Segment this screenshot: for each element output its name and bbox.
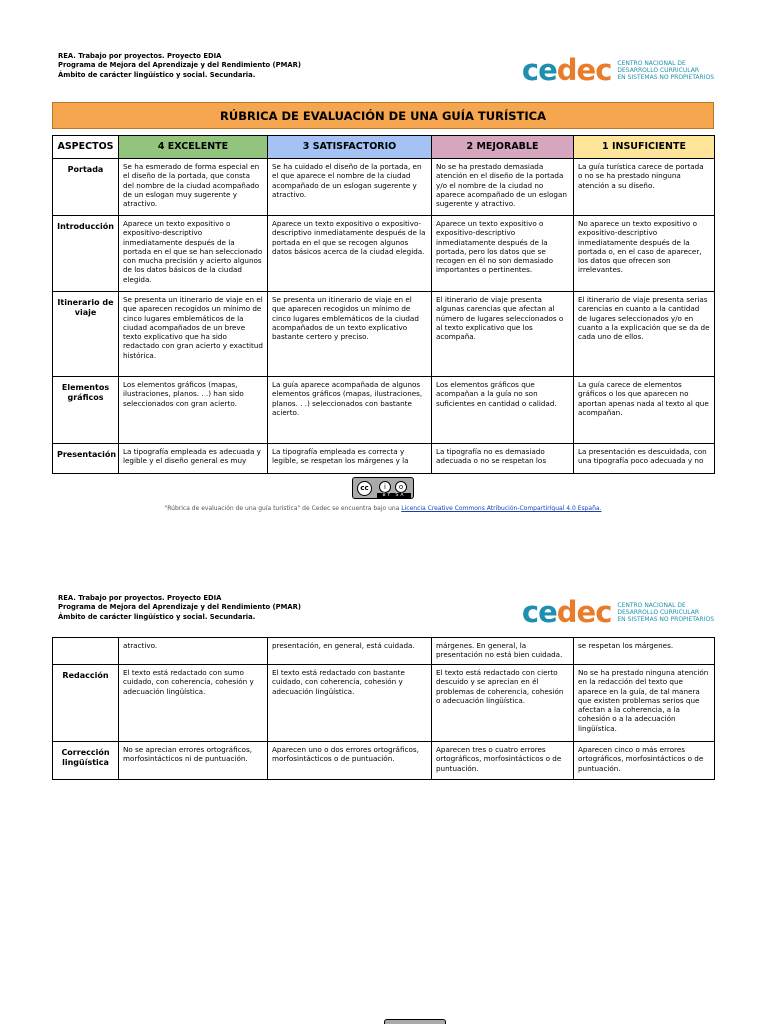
cell-mejorable: La tipografía no es demasiado adecuada o no se respetan los: [432, 444, 574, 474]
cell-satisfactorio: presentación, en general, está cuidada.: [268, 638, 432, 665]
table-row: [53, 742, 715, 780]
cell-insuficiente: No aparece un texto expositivo o expositivo-descriptivo inmediatamente después de la portada o, en el caso de aparecer, los datos que ofrecen son irrelevantes.: [574, 216, 715, 292]
header-text: [58, 52, 301, 80]
cell-satisfactorio: Aparece un texto expositivo o expositivo-descriptivo inmediatamente después de la portada en el que se recogen algunos datos básicos acerca de la ciudad elegida.: [268, 216, 432, 292]
rubric-title: RÚBRICA DE EVALUACIÓN DE UNA GUÍA TURÍSTICA: [52, 102, 714, 129]
logo-sub-1: CENTRO NACIONAL DE: [617, 601, 686, 609]
cell-mejorable: Los elementos gráficos que acompañan a la guía no son suficientes en cantidad o calidad.: [432, 377, 574, 444]
cell-insuficiente: se respetan los márgenes.: [574, 638, 715, 665]
cell-satisfactorio: El texto está redactado con bastante cuidado, con coherencia, cohesión y adecuación lingüística.: [268, 665, 432, 742]
cell-insuficiente: No se ha prestado ninguna atención en la redacción del texto que aparece en la guía, de tal manera que existen problemas serios que afectan a la coherencia, a la cohesión o a la adecuación lingüística.: [574, 665, 715, 742]
header-line-3: Ámbito de carácter lingüístico y social. Secundaria.: [58, 612, 256, 621]
page-2-header: [58, 594, 714, 638]
cell-insuficiente: La guía carece de elementos gráficos o los que aparecen no aportan apenas nada al texto al que acompañan.: [574, 377, 715, 444]
cell-excelente: La tipografía empleada es adecuada y legible y el diseño general es muy: [119, 444, 268, 474]
cc-license-badge[interactable]: [352, 477, 414, 499]
aspect-presentacion: Presentación: [53, 444, 119, 474]
cedec-logo: [522, 52, 714, 88]
cell-insuficiente: El itinerario de viaje presenta serias carencias en cuanto a la cantidad de lugares seleccionados y/o en cuanto a la explicación que se da de cada uno de ellos.: [574, 292, 715, 377]
cell-insuficiente: La guía turística carece de portada o no se ha prestado ninguna atención a su diseño.: [574, 159, 715, 216]
table-header-row: [53, 136, 715, 159]
header-line-1: REA. Trabajo por proyectos. Proyecto EDIA: [58, 52, 222, 60]
aspect-presentacion-cont: [53, 638, 119, 665]
header-aspectos: ASPECTOS: [53, 136, 119, 159]
cell-excelente: Se presenta un itinerario de viaje en el que aparecen recogidos un mínimo de cinco lugares emblemáticos de la ciudad acompañados de un breve texto explicativo que ha sido redactado con gran acierto y exactitud histórica.: [119, 292, 268, 377]
header-text: [58, 594, 301, 622]
cell-excelente: Aparece un texto expositivo o expositivo-descriptivo inmediatamente después de la portada en el que se han seleccionado con mucha precisión y acierto algunos de los datos básicos de la ciudad elegida.: [119, 216, 268, 292]
header-line-2: Programa de Mejora del Aprendizaje y del Rendimiento (PMAR): [58, 603, 301, 612]
by-icon: i: [379, 481, 391, 493]
cell-satisfactorio: La tipografía empleada es correcta y legible, se respetan los márgenes y la: [268, 444, 432, 474]
cell-insuficiente: La presentación es descuidada, con una tipografía poco adecuada y no: [574, 444, 715, 474]
table-row: [53, 638, 715, 665]
aspect-correccion-linguistica: Corrección lingüística: [53, 742, 119, 780]
logo-sub-1: CENTRO NACIONAL DE: [617, 59, 686, 67]
header-insuficiente: 1 INSUFICIENTE: [574, 136, 715, 159]
table-row: [53, 216, 715, 292]
header-line-2: Programa de Mejora del Aprendizaje y del Rendimiento (PMAR): [58, 61, 301, 70]
header-mejorable: 2 MEJORABLE: [432, 136, 574, 159]
logo-sub-3: EN SISTEMAS NO PROPIETARIOS: [617, 73, 714, 81]
logo-ce: ce: [521, 594, 557, 629]
table-row: [53, 665, 715, 742]
cell-insuficiente: Aparecen cinco o más errores ortográficos, morfosintácticos o de puntuación.: [574, 742, 715, 780]
aspect-portada: Portada: [53, 159, 119, 216]
table-row: [53, 159, 715, 216]
logo-dec: dec: [556, 594, 612, 629]
header-line-1: REA. Trabajo por proyectos. Proyecto EDIA: [58, 594, 222, 602]
logo-sub-2: DESARROLLO CURRICULAR: [617, 608, 700, 616]
aspect-introduccion: Introducción: [53, 216, 119, 292]
cell-excelente: El texto está redactado con sumo cuidado, con coherencia, cohesión y adecuación lingüística.: [119, 665, 268, 742]
cell-excelente: atractivo.: [119, 638, 268, 665]
cell-excelente: Los elementos gráficos (mapas, ilustraciones, planos. . .) han sido seleccionados con gran acierto.: [119, 377, 268, 444]
cell-mejorable: El texto está redactado con cierto descuido y se aprecian en él problemas de coherencia, cohesión o adecuación lingüística.: [432, 665, 574, 742]
header-line-3: Ámbito de carácter lingüístico y social. Secundaria.: [58, 70, 256, 79]
aspect-elementos-graficos: Elementos gráficos: [53, 377, 119, 444]
cell-satisfactorio: Se presenta un itinerario de viaje en el que aparecen recogidos un mínimo de cinco lugares emblemáticos de la ciudad acompañados de un texto explicativo bastante certero y preciso.: [268, 292, 432, 377]
sa-icon: o: [395, 481, 407, 493]
cell-mejorable: Aparecen tres o cuatro errores ortográficos, morfosintácticos o de puntuación.: [432, 742, 574, 780]
cell-mejorable: márgenes. En general, la presentación no está bien cuidada.: [432, 638, 574, 665]
page-1-header: [58, 52, 714, 96]
cell-satisfactorio: La guía aparece acompañada de algunos elementos gráficos (mapas, ilustraciones, planos. . .) seleccionados con bastante acierto.: [268, 377, 432, 444]
rubric-table-page-2: [52, 637, 715, 780]
logo-ce: ce: [521, 52, 557, 87]
logo-sub-3: EN SISTEMAS NO PROPIETARIOS: [617, 615, 714, 623]
cc-license-badge-partial: [384, 1019, 446, 1024]
logo-subtitle: [617, 602, 714, 623]
license-link[interactable]: Licencia Creative Commons Atribución-CompartirIgual 4.0 España.: [401, 505, 602, 512]
cell-excelente: No se aprecian errores ortográficos, morfosintácticos ni de puntuación.: [119, 742, 268, 780]
cell-mejorable: No se ha prestado demasiada atención en el diseño de la portada y/o el nombre de la ciudad no aparece acompañado de un eslogan sugerente y atractivo.: [432, 159, 574, 216]
license-footer: [52, 477, 714, 512]
cedec-logo: [522, 594, 714, 630]
cell-mejorable: El itinerario de viaje presenta algunas carencias que afectan al número de lugares seleccionados o al texto explicativo que los acompaña.: [432, 292, 574, 377]
table-row: [53, 444, 715, 474]
rubric-table-page-1: [52, 135, 715, 474]
logo-subtitle: [617, 60, 714, 81]
table-row: [53, 292, 715, 377]
license-text-prefix: "Rúbrica de evaluación de una guía turística" de Cedec se encuentra bajo una: [164, 505, 402, 512]
header-excelente: 4 EXCELENTE: [119, 136, 268, 159]
logo-sub-2: DESARROLLO CURRICULAR: [617, 66, 700, 74]
license-text: [52, 505, 714, 512]
cell-excelente: Se ha esmerado de forma especial en el diseño de la portada, que consta del nombre de la ciudad acompañado de un eslogan muy sugerente y atractivo.: [119, 159, 268, 216]
table-row: [53, 377, 715, 444]
header-satisfactorio: 3 SATISFACTORIO: [268, 136, 432, 159]
cell-mejorable: Aparece un texto expositivo o expositivo-descriptivo inmediatamente después de la portada, pero los datos que se recogen en él no son demasiado importantes o pertinentes.: [432, 216, 574, 292]
cc-icon: cc: [357, 481, 372, 496]
cell-satisfactorio: Se ha cuidado el diseño de la portada, en el que aparece el nombre de la ciudad acompañado de un eslogan sugerente y atractivo.: [268, 159, 432, 216]
cell-satisfactorio: Aparecen uno o dos errores ortográficos, morfosintácticos o de puntuación.: [268, 742, 432, 780]
aspect-itinerario: Itinerario de viaje: [53, 292, 119, 377]
aspect-redaccion: Redacción: [53, 665, 119, 742]
badge-label: BY SA: [377, 493, 411, 498]
logo-dec: dec: [556, 52, 612, 87]
